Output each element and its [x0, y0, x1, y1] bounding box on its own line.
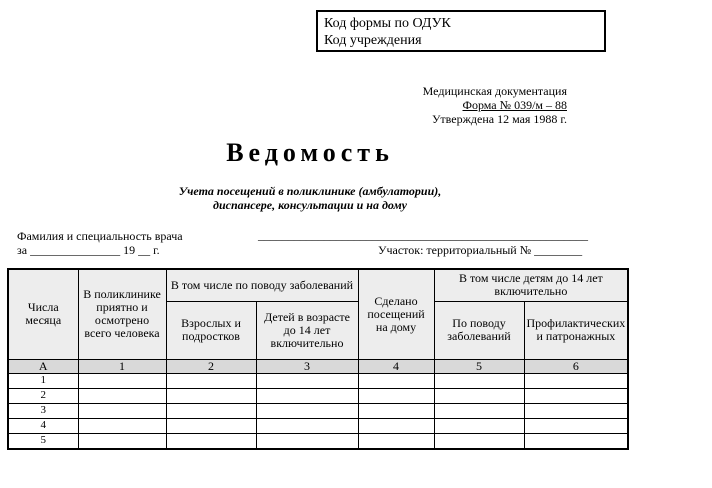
- district-field[interactable]: Участок: территориальный № ________: [378, 243, 583, 257]
- form-code-label: Код формы по ОДУК: [324, 16, 451, 31]
- header-children-disease: По поводу заболеваний: [434, 301, 524, 359]
- table-cell[interactable]: [78, 373, 166, 388]
- table-cell[interactable]: [524, 373, 628, 388]
- medical-doc-label: Медицинская документация: [422, 84, 567, 98]
- table-cell[interactable]: [166, 388, 256, 403]
- column-index: 2: [166, 359, 256, 373]
- header-home-visits: Сделано посещений на дому: [358, 269, 434, 359]
- column-index: А: [8, 359, 78, 373]
- table-cell[interactable]: [166, 403, 256, 418]
- header-clinic-total: В поликлинике приятно и осмотрено всего человека: [78, 269, 166, 359]
- row-number: 3: [8, 403, 78, 418]
- medical-documentation-block: [423, 84, 567, 126]
- table-row: [8, 418, 628, 433]
- table-cell[interactable]: [78, 388, 166, 403]
- approval-date: Утверждена 12 мая 1988 г.: [431, 112, 567, 126]
- form-number: Форма № 039/м – 88: [462, 98, 567, 112]
- doctor-blank-field[interactable]: _______________________________________________________: [258, 228, 588, 242]
- table-cell[interactable]: [166, 433, 256, 449]
- column-index: 6: [524, 359, 628, 373]
- table-row: [8, 433, 628, 449]
- table-cell[interactable]: [358, 388, 434, 403]
- table-cell[interactable]: [256, 388, 358, 403]
- table-cell[interactable]: [434, 388, 524, 403]
- table-row: [8, 373, 628, 388]
- header-disease-group: В том числе по поводу заболеваний: [166, 269, 358, 301]
- row-number: 2: [8, 388, 78, 403]
- table-cell[interactable]: [358, 373, 434, 388]
- table-cell[interactable]: [78, 433, 166, 449]
- table-cell[interactable]: [166, 373, 256, 388]
- table-cell[interactable]: [524, 388, 628, 403]
- doctor-label: Фамилия и специальность врача: [17, 229, 183, 243]
- form-code-box: [316, 10, 606, 52]
- table-row: [8, 388, 628, 403]
- institution-code-label: Код учреждения: [324, 33, 422, 48]
- column-index: 5: [434, 359, 524, 373]
- table-cell[interactable]: [524, 403, 628, 418]
- column-index: 4: [358, 359, 434, 373]
- table-cell[interactable]: [358, 403, 434, 418]
- table-cell[interactable]: [434, 418, 524, 433]
- table-cell[interactable]: [358, 418, 434, 433]
- visits-table: [7, 268, 629, 450]
- table-cell[interactable]: [78, 403, 166, 418]
- table-cell[interactable]: [434, 403, 524, 418]
- table-cell[interactable]: [358, 433, 434, 449]
- table-cell[interactable]: [256, 433, 358, 449]
- table-cell[interactable]: [256, 418, 358, 433]
- row-number: 5: [8, 433, 78, 449]
- column-index: 1: [78, 359, 166, 373]
- row-number: 1: [8, 373, 78, 388]
- table-cell[interactable]: [256, 403, 358, 418]
- subtitle: [0, 184, 620, 212]
- header-children-preventive: Профилактических и патронажных: [524, 301, 628, 359]
- table-cell[interactable]: [524, 433, 628, 449]
- period-field[interactable]: за _______________ 19 __ г.: [17, 243, 160, 257]
- table-cell[interactable]: [434, 433, 524, 449]
- table-cell[interactable]: [256, 373, 358, 388]
- column-index: 3: [256, 359, 358, 373]
- table-cell[interactable]: [166, 418, 256, 433]
- subtitle-line-2: диспансере, консультации и на дому: [212, 198, 408, 212]
- header-day-of-month: Числа месяца: [8, 269, 78, 359]
- table-row: [8, 403, 628, 418]
- page-title: Ведомость: [226, 138, 394, 167]
- table-cell[interactable]: [524, 418, 628, 433]
- header-children: Детей в возрасте до 14 лет включительно: [256, 301, 358, 359]
- header-children-group: В том числе детям до 14 лет включительно: [434, 269, 628, 301]
- row-number: 4: [8, 418, 78, 433]
- subtitle-line-1: Учета посещений в поликлинике (амбулатории),: [178, 184, 442, 198]
- header-adults: Взрослых и подростков: [166, 301, 256, 359]
- table-cell[interactable]: [434, 373, 524, 388]
- table-cell[interactable]: [78, 418, 166, 433]
